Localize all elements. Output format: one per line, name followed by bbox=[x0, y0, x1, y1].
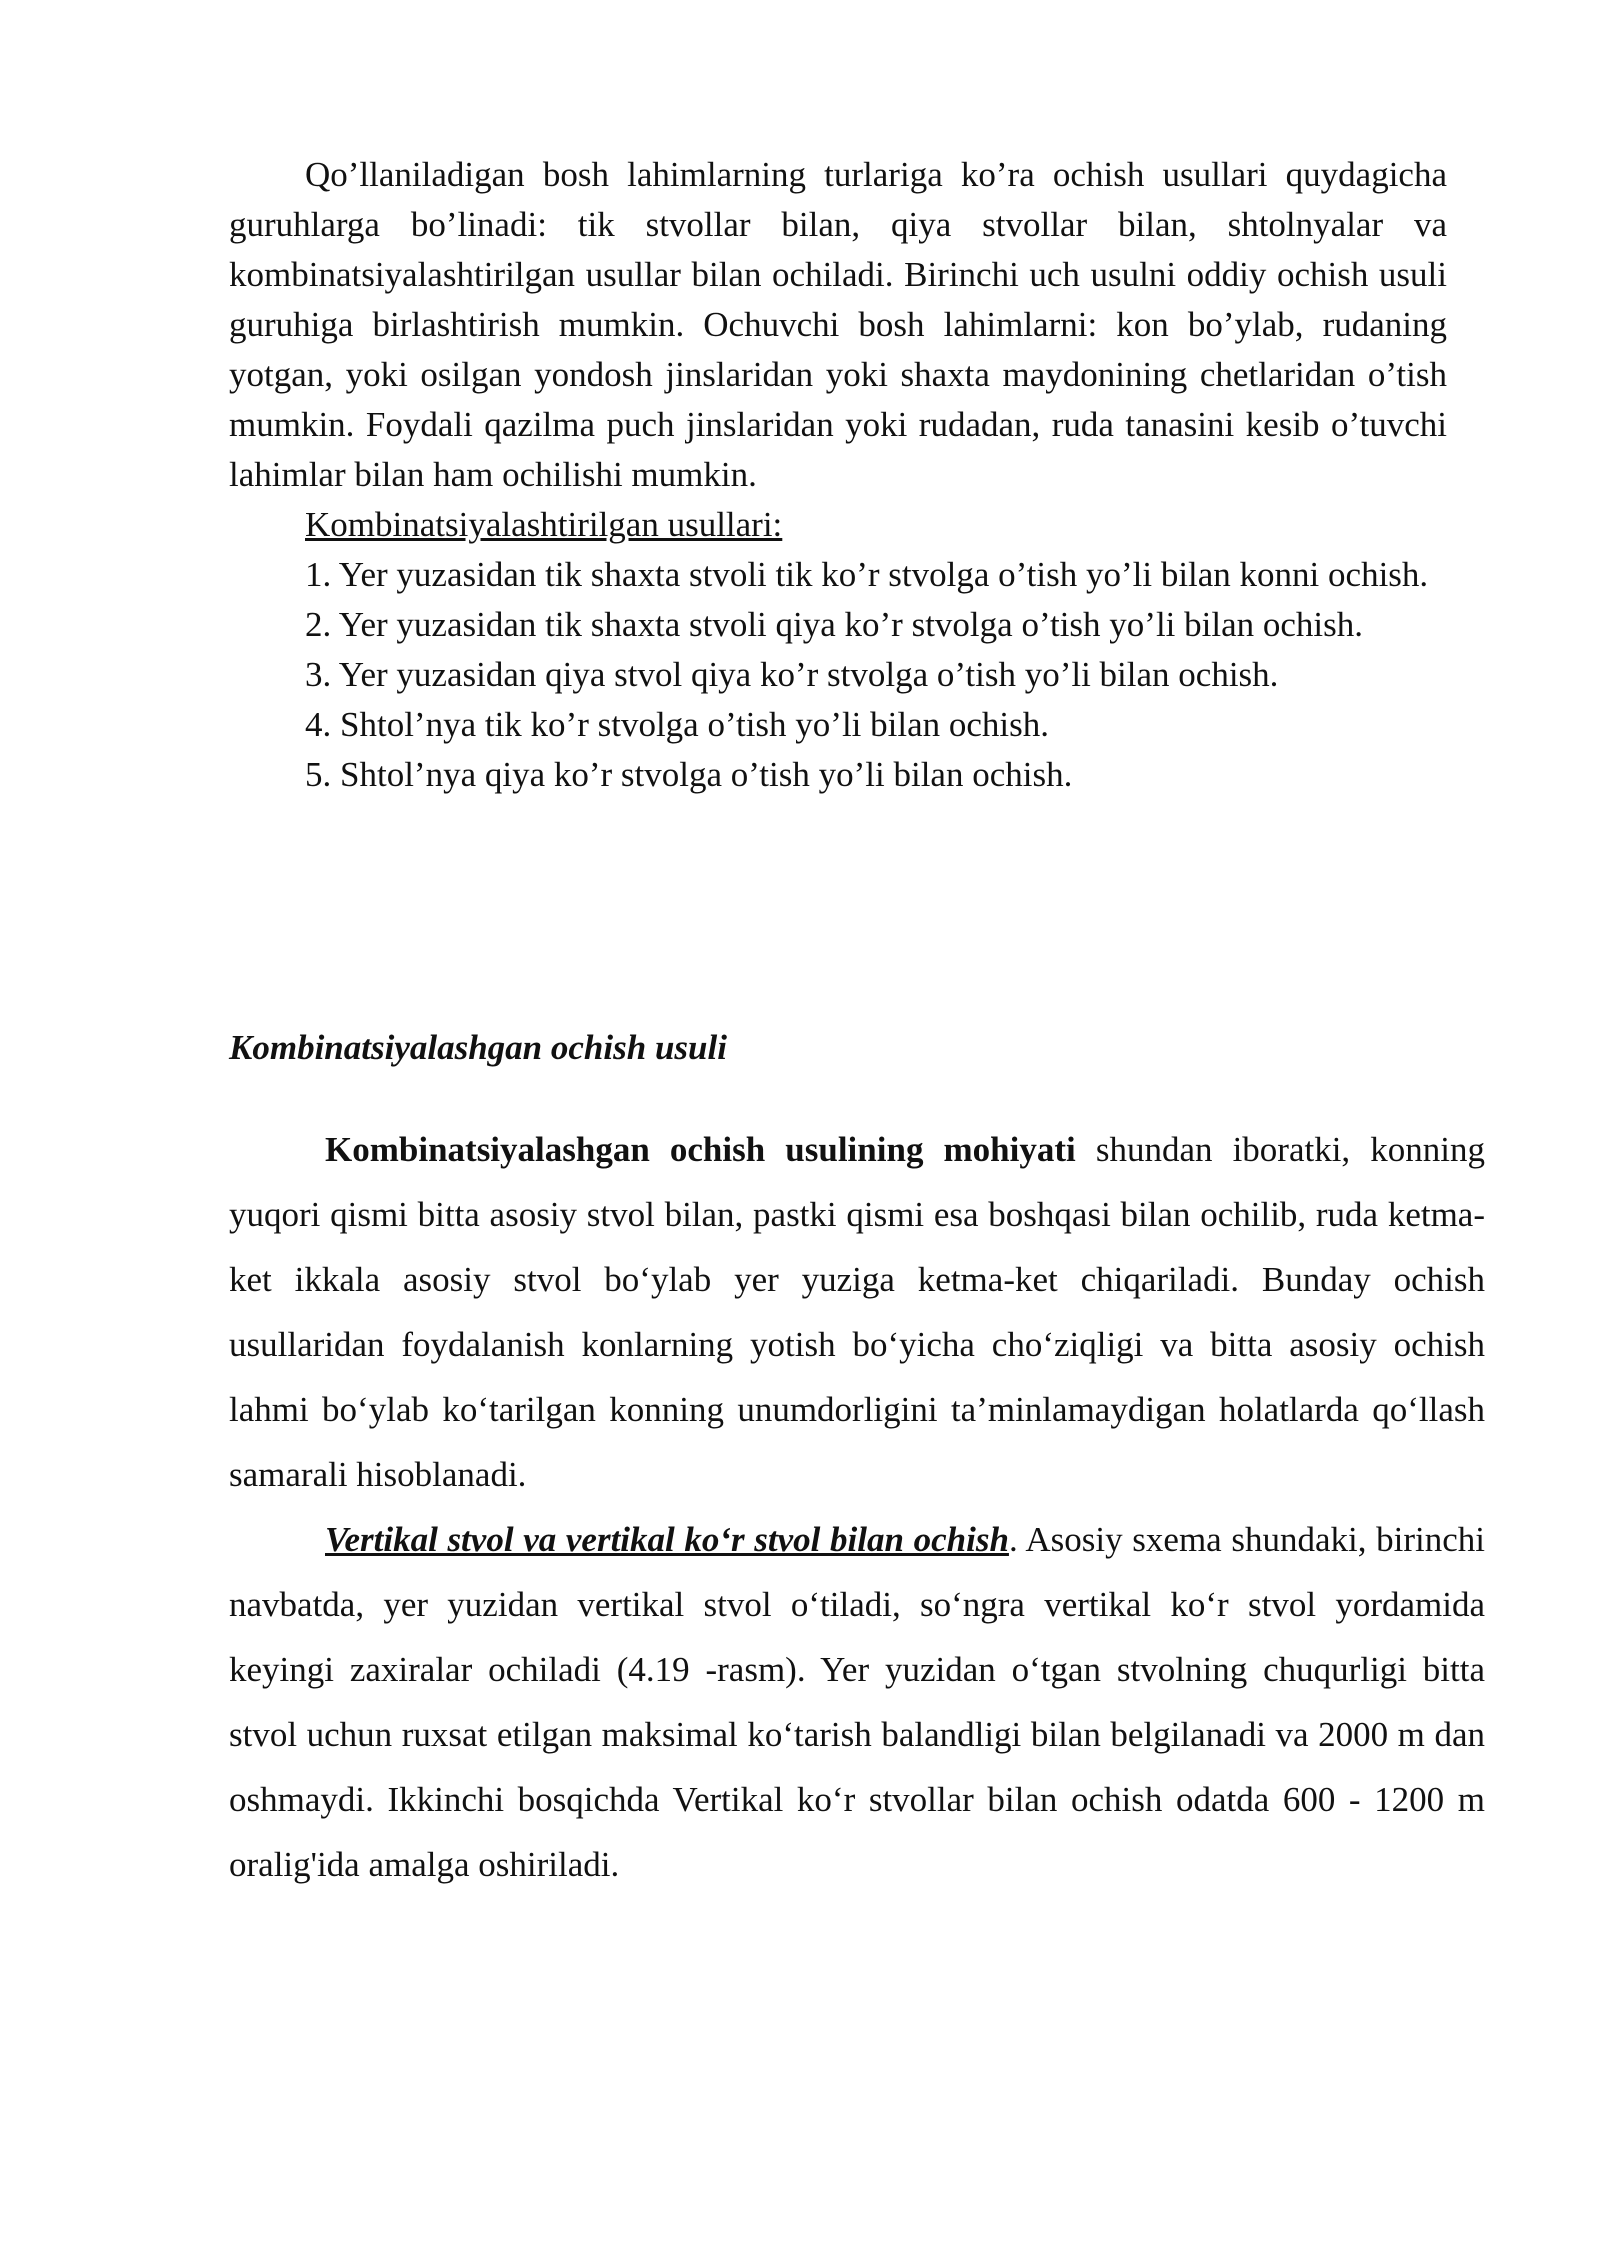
essence-lead: Kombinatsiyalashgan ochish usulining mohiyati bbox=[325, 1130, 1076, 1169]
essence-text: shundan iboratki, konning yuqori qismi bitta asosiy stvol bilan, pastki qismi esa boshqasi bilan ochilib, ruda ketma-ket ikkala asosiy stvol bo‘ylab yer yuziga ketma-ket chiqariladi. Bunday ochish usullaridan foydalanish konlarning yotish bo‘yicha cho‘ziqligi va bitta asosiy ochish lahmi bo‘ylab ko‘tarilgan konning unumdorligini ta’minlamaydigan holatlarda qo‘llash samarali hisoblanadi. bbox=[229, 1130, 1485, 1494]
method-item-1: 1. Yer yuzasidan tik shaxta stvoli tik ko’r stvolga o’tish yo’li bilan konni ochish. bbox=[305, 555, 1429, 594]
method-item-4: 4. Shtol’nya tik ko’r stvolga o’tish yo’li bilan ochish. bbox=[305, 705, 1050, 744]
section-body bbox=[229, 1117, 1485, 1897]
combined-methods-label-line bbox=[229, 500, 1447, 550]
method-item-2: 2. Yer yuzasidan tik shaxta stvoli qiya ko’r stvolga o’tish yo’li bilan ochish. bbox=[305, 605, 1363, 644]
methods-overview-block bbox=[229, 150, 1447, 800]
section-heading: Kombinatsiyalashgan ochish usuli bbox=[229, 1028, 727, 1067]
intro-paragraph: Qo’llaniladigan bosh lahimlarning turlariga ko’ra ochish usullari quydagicha guruhlarga bo’linadi: tik stvollar bilan, qiya stvollar bilan, shtolnyalar va kombinatsiyalashtirilgan usullar bilan ochiladi. Birinchi uch usulni oddiy ochish usuli guruhiga birlashtirish mumkin. Ochuvchi bosh lahimlarni: kon bo’ylab, rudaning yotgan, yoki osilgan yondosh jinslaridan yoki shaxta maydonining chetlaridan o’tish mumkin. Foydali qazilma puch jinslaridan yoki rudadan, ruda tanasini kesib o’tuvchi lahimlar bilan ham ochilishi mumkin. bbox=[229, 155, 1447, 494]
vertical-shaft-title: Vertikal stvol va vertikal ko‘r stvol bilan ochish bbox=[325, 1520, 1009, 1559]
vertical-shaft-text: . Asosiy sxema shundaki, birinchi navbatda, yer yuzidan vertikal stvol o‘tiladi, so‘ngra vertikal ko‘r stvol yordamida keyingi zaxiralar ochiladi (4.19 -rasm). Yer yuzidan o‘tgan stvolning chuqurligi bitta stvol uchun ruxsat etilgan maksimal ko‘tarish balandligi bilan belgilanadi va 2000 m dan oshmaydi. Ikkinchi bosqichda Vertikal ko‘r stvollar bilan ochish odatda 600 - 1200 m oralig'ida amalga oshiriladi. bbox=[229, 1520, 1485, 1884]
combined-methods-label: Kombinatsiyalashtirilgan usullari: bbox=[305, 505, 783, 544]
essence-paragraph bbox=[229, 1117, 1485, 1507]
vertical-shaft-paragraph bbox=[229, 1507, 1485, 1897]
method-item-5: 5. Shtol’nya qiya ko’r stvolga o’tish yo’li bilan ochish. bbox=[305, 755, 1073, 794]
method-item-3: 3. Yer yuzasidan qiya stvol qiya ko’r stvolga o’tish yo’li bilan ochish. bbox=[305, 655, 1279, 694]
